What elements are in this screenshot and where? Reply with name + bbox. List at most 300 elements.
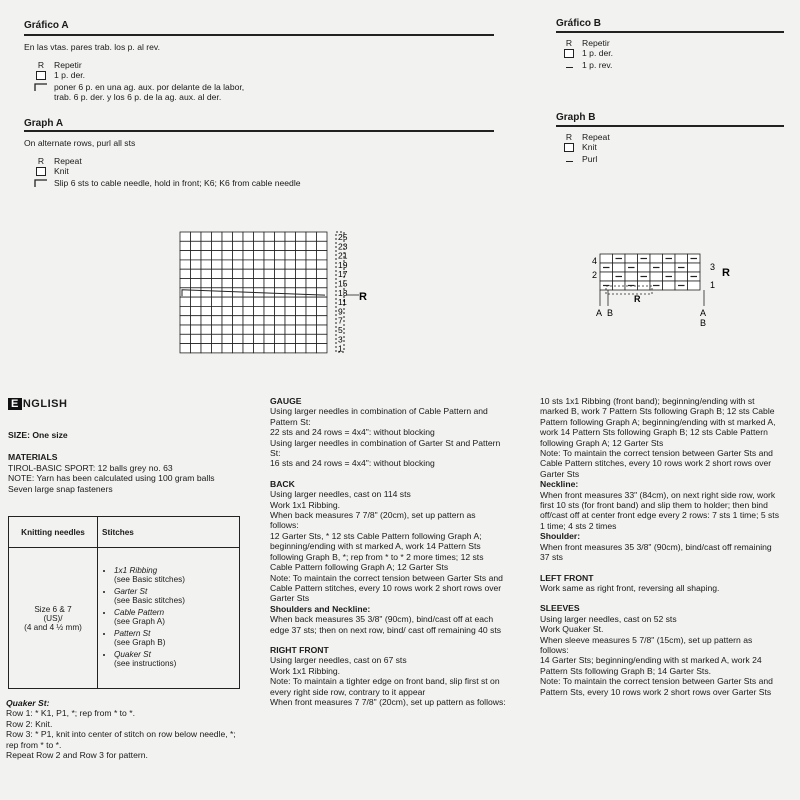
back-line: 12 Garter Sts, * 12 sts Cable Pattern following Graph A; beginning/ending with st marked A, work 14 Pattern Sts following Graph B, *; rep from * to * 2 more times; 12 sts Cable Pattern following Graph A; 12 Garter Sts xyxy=(270,530,484,573)
graph-a-cell xyxy=(306,297,317,306)
graph-a-cell xyxy=(254,316,265,325)
graph-a-cell xyxy=(264,269,275,278)
graph-b-repeat-label: R xyxy=(722,267,730,279)
neckline-line: When front measures 33" (84cm), on next right side row, work first 10 sts (for front band) and slip them to holder; then bind off/cast off at center front edge every 2 rows: 7 sts 1 time; 5 sts 1 time; 4 sts 2 times xyxy=(540,489,779,531)
graph-a-cell xyxy=(285,232,296,241)
graph-a-cell xyxy=(317,344,328,353)
graph-a-cell xyxy=(243,279,254,288)
knit-box-icon xyxy=(36,167,46,176)
graph-a-row-number: 9 xyxy=(338,306,343,317)
graph-a-cell xyxy=(233,325,244,334)
graph-a-cell xyxy=(317,279,328,288)
divider xyxy=(24,130,494,132)
graph-a-cell xyxy=(254,334,265,343)
graph-a-row-number: 15 xyxy=(338,278,348,289)
left-front-title: LEFT FRONT xyxy=(540,572,594,583)
quaker-row: Row 1: * K1, P1, *; rep from * to *. xyxy=(6,708,135,719)
graph-a-cell xyxy=(296,344,307,353)
graph-b-repeat-label: R xyxy=(634,294,641,304)
legend-label: 1 p. der. xyxy=(54,70,86,80)
graph-a-cell xyxy=(296,279,307,288)
stitches-cell xyxy=(98,548,240,689)
graph-a-cell xyxy=(212,241,223,250)
graph-a-cell xyxy=(222,288,233,297)
right-front-line: Work 1x1 Ribbing. xyxy=(270,665,341,676)
needle-size: Size 6 & 7 xyxy=(34,604,72,614)
graph-a-cell xyxy=(296,251,307,260)
graph-a-cell xyxy=(306,232,317,241)
graph-a-cell xyxy=(275,279,286,288)
sleeves-line: When sleeve measures 5 7/8" (15cm), set up pattern as follows: xyxy=(540,634,753,655)
graph-a-cell xyxy=(222,325,233,334)
needle-size: (4 and 4 ½ mm) xyxy=(24,622,82,632)
graph-a-cell xyxy=(317,316,328,325)
graph-a-cell xyxy=(222,344,233,353)
stitch-note: (see Graph B) xyxy=(114,637,166,647)
graph-b-cell xyxy=(675,254,688,263)
graph-a-note: On alternate rows, purl all sts xyxy=(24,138,136,148)
right-front-title: RIGHT FRONT xyxy=(270,644,329,655)
grafico-a-legend xyxy=(34,60,244,102)
graph-a-cell xyxy=(306,251,317,260)
shoulder-title: Shoulder: xyxy=(540,531,581,542)
graph-b-cell xyxy=(688,281,701,290)
graph-a-cell xyxy=(222,279,233,288)
graph-a-cell xyxy=(285,260,296,269)
graph-b-edge-label: B xyxy=(700,318,707,328)
legend-label: 1 p. rev. xyxy=(582,60,613,70)
graph-a-cell xyxy=(201,251,212,260)
graph-a-row-number: 1 xyxy=(338,343,343,354)
divider xyxy=(556,31,784,33)
graph-a-cell xyxy=(180,241,191,250)
graph-a-cell xyxy=(285,297,296,306)
graph-a-cell xyxy=(243,260,254,269)
graph-b-cell xyxy=(625,254,638,263)
graph-a-cell xyxy=(275,306,286,315)
graph-a-cell xyxy=(191,251,202,260)
left-front-line: Work same as right front, reversing all shaping. xyxy=(540,582,720,593)
sleeves-title: SLEEVES xyxy=(540,603,580,614)
gauge-line: Using larger needles in combination of Garter St and Pattern St: xyxy=(270,437,501,459)
english-heading xyxy=(8,398,67,410)
graph-a-row-number: 5 xyxy=(338,325,343,335)
back-title: BACK xyxy=(270,478,295,489)
graph-a-cell xyxy=(306,279,317,288)
graph-a-cell xyxy=(254,241,265,250)
legend-label: Purl xyxy=(582,154,598,164)
sleeves-line: Using larger needles, cast on 52 sts xyxy=(540,613,677,624)
graph-a-cell xyxy=(317,288,328,297)
graph-a-cell xyxy=(285,334,296,343)
graph-a-row-number: 7 xyxy=(338,315,343,326)
graph-a-cell xyxy=(275,325,286,334)
graph-a-legend: R Repeat Knit Slip 6 sts to cable needle, hold in front; K6; K6 from cable needle xyxy=(34,156,301,190)
stitch-name: Quaker St xyxy=(114,649,151,659)
graph-a-cell xyxy=(296,269,307,278)
graph-a-cell xyxy=(243,232,254,241)
graph-a-cell xyxy=(233,344,244,353)
graph-a-cell xyxy=(222,260,233,269)
graph-a-row-number: 13 xyxy=(338,287,348,298)
graph-a-cell xyxy=(180,316,191,325)
graph-a-cell xyxy=(264,344,275,353)
graph-a-cell xyxy=(317,269,328,278)
graph-a-cell xyxy=(191,306,202,315)
legend-label: Repetir xyxy=(582,38,610,48)
graph-a-cell xyxy=(180,232,191,241)
graph-a-cell xyxy=(180,344,191,353)
graph-a-cell xyxy=(285,316,296,325)
graph-a-row-number: 23 xyxy=(338,241,348,252)
materials-line: Seven large snap fasteners xyxy=(8,483,113,494)
graph-a-cell xyxy=(296,306,307,315)
graph-a-cell xyxy=(222,251,233,260)
graph-a-cell xyxy=(264,306,275,315)
gauge-title: GAUGE xyxy=(270,396,302,406)
graph-a-cell xyxy=(191,325,202,334)
graph-a-cell xyxy=(201,279,212,288)
back-line: Work 1x1 Ribbing. xyxy=(270,499,341,510)
divider xyxy=(24,34,494,36)
graph-a-cell xyxy=(243,344,254,353)
graph-b-cell xyxy=(600,272,613,281)
graph-b-cell xyxy=(650,254,663,263)
cable-icon xyxy=(34,82,48,92)
back-line: Using larger needles, cast on 114 sts xyxy=(270,489,411,500)
graph-b-cell xyxy=(638,281,651,290)
graph-a-cell xyxy=(243,334,254,343)
graph-a-cell xyxy=(254,269,265,278)
graph-a-cell xyxy=(233,241,244,250)
graph-a-cell xyxy=(191,232,202,241)
graph-a-cell xyxy=(285,325,296,334)
graph-a-row-number: 25 xyxy=(338,232,348,242)
right-front-line: When front measures 7 7/8" (20cm), set up pattern as follows: xyxy=(270,696,506,707)
materials-line: TIROL-BASIC SPORT: 12 balls grey no. 63 xyxy=(8,462,173,473)
legend-label: 1 p. der. xyxy=(582,48,614,58)
graph-a-cell xyxy=(306,306,317,315)
graph-a-row-number: 19 xyxy=(338,259,348,270)
graph-b-edge-label: B xyxy=(607,308,614,318)
graph-a-cell xyxy=(285,279,296,288)
graph-a-cell xyxy=(254,232,265,241)
legend-label: poner 6 p. en una ag. aux. por delante de la labor, xyxy=(54,82,245,92)
graph-b-cell xyxy=(688,263,701,272)
graph-a-cell xyxy=(317,232,328,241)
graph-a-cell xyxy=(191,279,202,288)
graph-a-cell xyxy=(264,241,275,250)
needles-stitches-table xyxy=(8,516,240,689)
graph-b-cell xyxy=(638,263,651,272)
graph-a-cell xyxy=(191,288,202,297)
graph-a-cell xyxy=(212,269,223,278)
graph-a-cell xyxy=(233,306,244,315)
graph-b-cell xyxy=(663,281,676,290)
graph-a-row-number: 3 xyxy=(338,334,343,345)
graph-a-cell xyxy=(264,260,275,269)
front-intro: 10 sts 1x1 Ribbing (front band); beginning/ending with st marked B, work 7 Pattern Sts following Graph B; 12 sts Cable Pattern following Graph A; beginning/ending with st marked A, work 14 Pattern Sts following Graph B; 12 sts Cable Pattern following Graph A; 12 Garter Sts xyxy=(540,396,776,448)
graph-a-cell xyxy=(243,297,254,306)
stitch-name: Cable Pattern xyxy=(114,607,165,617)
graph-a-cell xyxy=(180,269,191,278)
right-front-line: Note: To maintain a tighter edge on front band, slip first st on every right side row, contrary to it appear xyxy=(270,676,500,697)
divider xyxy=(556,125,784,127)
graph-a-cell xyxy=(306,260,317,269)
graph-a-cell xyxy=(233,316,244,325)
graph-a-cell xyxy=(285,269,296,278)
right-front-line: Using larger needles, cast on 67 sts xyxy=(270,655,407,666)
graph-a-cell xyxy=(296,325,307,334)
graph-a-cell xyxy=(243,251,254,260)
graph-a-cell xyxy=(180,279,191,288)
repeat-symbol: R xyxy=(37,60,45,70)
graph-a-cell xyxy=(180,251,191,260)
graph-a-cell xyxy=(212,260,223,269)
graph-b-cell xyxy=(675,272,688,281)
graph-a-cell xyxy=(317,251,328,260)
graph-b-row-number: 2 xyxy=(592,270,598,280)
graph-a-row-number: 21 xyxy=(338,250,348,261)
graph-b-row-number: 4 xyxy=(592,256,598,266)
graph-a-cell xyxy=(233,297,244,306)
graph-a-cell xyxy=(254,251,265,260)
graph-a-cell xyxy=(212,316,223,325)
purl-dash-icon xyxy=(566,161,573,163)
graph-a-cell xyxy=(212,334,223,343)
back-line: Note: To maintain the correct tension between Garter Sts and Cable Pattern stitches, every 10 rows work 2 short rows over Garter Sts xyxy=(270,572,503,604)
graph-a-cell xyxy=(285,344,296,353)
graph-a-cell xyxy=(233,269,244,278)
graph-a-cell xyxy=(275,260,286,269)
stitch-name: Pattern St xyxy=(114,628,151,638)
graph-a-cell xyxy=(212,297,223,306)
graph-a-cell xyxy=(201,306,212,315)
back-line: When back measures 7 7/8" (20cm), set up pattern as follows: xyxy=(270,510,476,531)
graph-a-cell xyxy=(180,297,191,306)
graph-a-cell xyxy=(201,344,212,353)
heading-rest: NGLISH xyxy=(22,398,68,410)
graph-a-cell xyxy=(201,241,212,250)
legend-label: Knit xyxy=(582,142,597,152)
heading-initial: E xyxy=(8,398,22,410)
graph-a-cell xyxy=(201,288,212,297)
needle-size: (US)/ xyxy=(43,613,63,623)
graph-a-cell xyxy=(180,325,191,334)
graph-a-cell xyxy=(296,316,307,325)
quaker-section xyxy=(6,698,250,760)
materials-line: NOTE: Yarn has been calculated using 100 gram balls xyxy=(8,473,215,484)
graph-a-cell xyxy=(212,279,223,288)
graph-a-row-number: 11 xyxy=(338,297,347,308)
graph-a-cell xyxy=(201,297,212,306)
graph-a-cell xyxy=(212,232,223,241)
graph-b-row-number: 1 xyxy=(710,280,716,290)
graph-a-cell xyxy=(243,325,254,334)
graph-a-cell xyxy=(180,260,191,269)
quaker-row: Row 2: Knit. xyxy=(6,718,53,729)
graph-b-cell xyxy=(600,254,613,263)
graph-a-cell xyxy=(296,241,307,250)
graph-a-cell xyxy=(264,316,275,325)
graph-a-cell xyxy=(254,325,265,334)
graph-a-cell xyxy=(296,232,307,241)
graph-a-cell xyxy=(180,306,191,315)
quaker-row: Row 3: * P1, knit into center of stitch on row below needle, *; rep from * to *. xyxy=(6,729,236,750)
graph-a-cell xyxy=(212,344,223,353)
knit-box-icon xyxy=(36,71,46,80)
graph-b-cell xyxy=(613,281,626,290)
graph-a-cell xyxy=(285,306,296,315)
graph-a-cell xyxy=(306,334,317,343)
table-header: Stitches xyxy=(98,517,240,548)
grafico-b-legend: R Repetir 1 p. der. 1 p. rev. xyxy=(565,38,614,70)
stitch-name: 1x1 Ribbing xyxy=(114,565,158,575)
graph-a-cell xyxy=(296,288,307,297)
english-column-2 xyxy=(270,396,506,707)
graph-a-cell xyxy=(212,325,223,334)
stitch-note: (see Graph A) xyxy=(114,616,165,626)
graph-a-cell xyxy=(212,288,223,297)
sleeves-line: 14 Garter Sts; beginning/ending with st marked A, work 24 Pattern Sts following Graph B; 14 Garter Sts. xyxy=(540,655,762,676)
graph-a-cell xyxy=(222,269,233,278)
graph-a-cell xyxy=(275,334,286,343)
graph-a-cell xyxy=(264,279,275,288)
english-column-3 xyxy=(540,396,780,697)
graph-a-cell xyxy=(254,260,265,269)
shoulder-line: When front measures 35 3/8" (90cm), bind/cast off remaining 37 sts xyxy=(540,541,772,563)
graph-a-cell xyxy=(222,241,233,250)
size-line: SIZE: One size xyxy=(8,430,68,440)
front-note: Note: To maintain the correct tension between Garter Sts and Cable Pattern stitches, every 10 rows work 2 short rows over Garter Sts xyxy=(540,448,773,479)
graph-a-cell xyxy=(191,316,202,325)
graph-a-cell xyxy=(243,269,254,278)
graph-a-cell xyxy=(275,288,286,297)
gauge-line: 22 sts and 24 rows = 4x4": without blocking xyxy=(270,427,435,438)
graph-a-cell xyxy=(317,325,328,334)
graph-a-cell xyxy=(212,251,223,260)
needle-size-cell xyxy=(9,548,98,689)
legend-label: Repetir xyxy=(54,60,82,70)
legend-label: Knit xyxy=(54,166,69,176)
quaker-row: Repeat Row 2 and Row 3 for pattern. xyxy=(6,750,148,761)
sleeves-line: Note: To maintain the correct tension between Garter Sts and Pattern Sts, every 10 rows work 2 short rows over Garter Sts xyxy=(540,676,773,697)
graph-a-cell xyxy=(233,251,244,260)
graph-a-cell xyxy=(243,316,254,325)
graph-a-cell xyxy=(306,269,317,278)
graph-a-cell xyxy=(285,241,296,250)
graph-b-cell xyxy=(625,272,638,281)
graph-a-cell xyxy=(254,297,265,306)
graph-a-cell xyxy=(285,288,296,297)
graph-a-cell xyxy=(233,260,244,269)
sleeves-line: Work Quaker St. xyxy=(540,624,604,635)
graph-a-cell xyxy=(201,269,212,278)
graph-a-cell xyxy=(212,306,223,315)
legend-label: Repeat xyxy=(54,156,82,166)
graph-b-cell xyxy=(663,263,676,272)
knit-box-icon xyxy=(564,143,574,152)
graph-a-cell xyxy=(222,232,233,241)
graph-a-chart xyxy=(176,228,386,358)
quaker-title: Quaker St: xyxy=(6,698,50,708)
stitch-note: (see Basic stitches) xyxy=(114,574,185,584)
graph-a-cell xyxy=(264,334,275,343)
graph-a-cell xyxy=(243,306,254,315)
graph-a-cell xyxy=(264,251,275,260)
graph-a-cell xyxy=(201,260,212,269)
graph-a-cell xyxy=(296,334,307,343)
graph-a-cell xyxy=(306,241,317,250)
graph-a-cell xyxy=(275,344,286,353)
graph-a-cell xyxy=(201,334,212,343)
graph-a-cell xyxy=(254,279,265,288)
shoulders-line: When back measures 35 3/8" (90cm), bind/cast off at each edge 37 sts; then on next row, bind/ cast off remaining 40 sts xyxy=(270,614,502,635)
graph-b-edge-label: A xyxy=(596,308,603,318)
graph-a-cell xyxy=(306,288,317,297)
materials-title: MATERIALS xyxy=(8,452,58,463)
graph-a-cell xyxy=(201,325,212,334)
graph-a-cell xyxy=(275,251,286,260)
grafico-a-note: En las vtas. pares trab. los p. al rev. xyxy=(24,42,160,52)
graph-a-cell xyxy=(233,232,244,241)
graph-a-cell xyxy=(222,334,233,343)
graph-b-title: Graph B xyxy=(556,112,596,123)
graph-b-row-number: 3 xyxy=(710,262,716,272)
graph-a-cell xyxy=(222,297,233,306)
gauge-line: 16 sts and 24 rows = 4x4": without blocking xyxy=(270,458,435,469)
graph-a-cell xyxy=(306,344,317,353)
gauge-line: Using larger needles in combination of Cable Pattern and Pattern St: xyxy=(270,406,488,427)
graph-a-cell xyxy=(275,232,286,241)
shoulders-title: Shoulders and Neckline: xyxy=(270,603,371,614)
graph-a-cell xyxy=(317,241,328,250)
cable-icon xyxy=(34,178,48,188)
graph-a-cell xyxy=(191,344,202,353)
graph-a-cell xyxy=(275,269,286,278)
graph-a-cell xyxy=(201,316,212,325)
graph-a-cell xyxy=(264,232,275,241)
legend-label: trab. 6 p. der. y los 6 p. de la ag. aux. al der. xyxy=(54,92,222,102)
grafico-b-title: Gráfico B xyxy=(556,18,602,29)
graph-a-title: Graph A xyxy=(24,118,64,129)
graph-a-cell xyxy=(191,334,202,343)
graph-a-cell xyxy=(243,241,254,250)
graph-a-cell xyxy=(275,241,286,250)
legend-label: Slip 6 sts to cable needle, hold in front; K6; K6 from cable needle xyxy=(54,178,301,188)
graph-a-cell xyxy=(317,260,328,269)
graph-b-cell xyxy=(650,272,663,281)
graph-a-cell xyxy=(275,297,286,306)
table-header: Knitting needles xyxy=(9,517,98,548)
graph-a-cell xyxy=(222,306,233,315)
graph-a-cell xyxy=(317,306,328,315)
graph-a-cell xyxy=(306,316,317,325)
english-column-1 xyxy=(8,430,248,494)
graph-a-cell xyxy=(191,297,202,306)
graph-a-row-number: 17 xyxy=(338,269,348,280)
graph-a-cell xyxy=(317,334,328,343)
stitch-note: (see instructions) xyxy=(114,658,177,668)
graph-b-legend: R Repeat Knit Purl xyxy=(565,132,610,164)
graph-a-cell xyxy=(233,334,244,343)
graph-a-cell xyxy=(254,344,265,353)
graph-a-cell xyxy=(222,316,233,325)
grafico-a-title: Gráfico A xyxy=(24,20,69,31)
graph-b-chart xyxy=(586,250,736,328)
purl-dash-icon xyxy=(566,67,573,69)
stitch-name: Garter St xyxy=(114,586,148,596)
